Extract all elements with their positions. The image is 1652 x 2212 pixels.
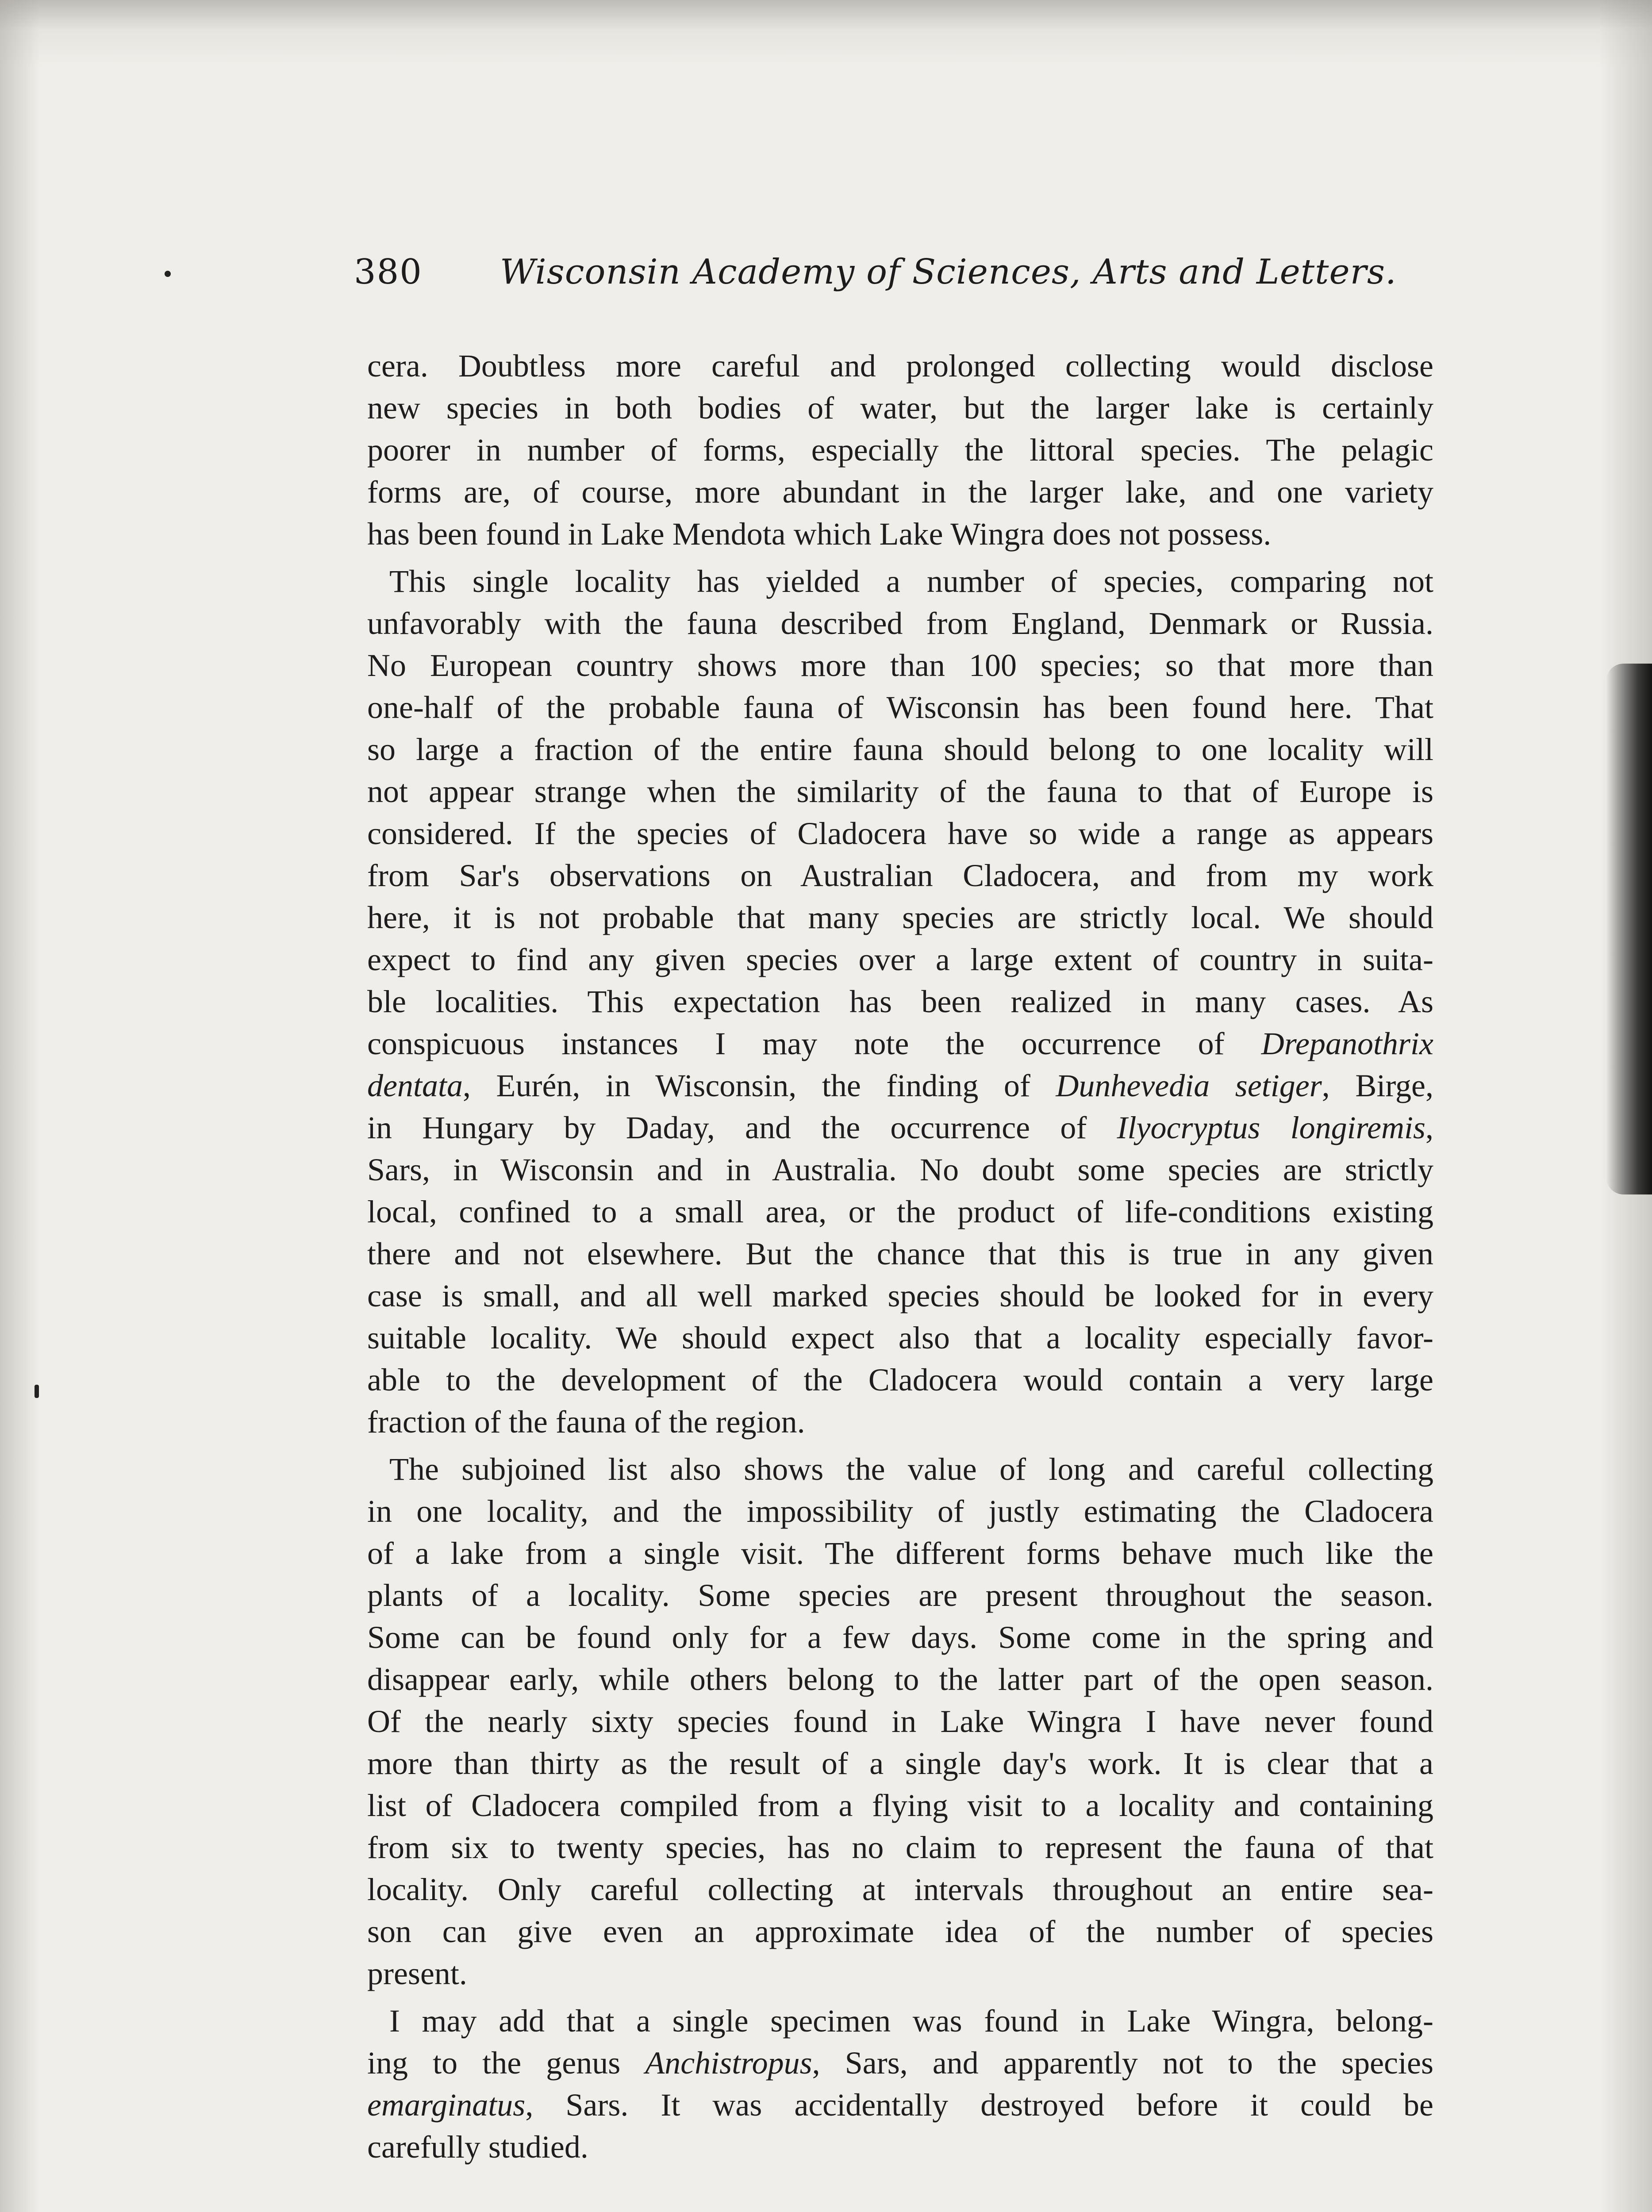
italic-taxon: Anchistropus	[645, 2045, 812, 2081]
text-line: expect to find any given species over a large extent of country in suita-	[367, 942, 1433, 977]
italic-taxon: dentata	[367, 1068, 463, 1103]
text-line: of a lake from a single visit. The different forms behave much like the	[367, 1536, 1433, 1571]
text-line: I may add that a single specimen was found in Lake Wingra, belong-	[389, 2003, 1433, 2039]
text-line: not appear strange when the similarity of the fauna to that of Europe is	[367, 774, 1433, 809]
ink-speck	[165, 271, 171, 277]
text-line	[367, 2042, 1433, 2084]
paragraph-1	[367, 345, 1433, 555]
text-line: fraction of the fauna of the region.	[367, 1404, 805, 1440]
italic-taxon: emarginatus	[367, 2087, 526, 2123]
text-line: unfavorably with the fauna described from England, Denmark or Russia.	[367, 606, 1433, 641]
binding-shadow	[1606, 664, 1652, 1194]
text-segment: , Eurén, in Wisconsin, the finding of	[462, 1068, 1056, 1103]
text-line: able to the development of the Cladocera would contain a very large	[367, 1362, 1433, 1398]
italic-taxon: Dunhevedia setiger	[1056, 1068, 1322, 1103]
text-line: poorer in number of forms, especially the littoral species. The pelagic	[367, 432, 1433, 468]
text-segment: ing to the genus	[367, 2045, 645, 2081]
text-line: local, confined to a small area, or the product of life-conditions existing	[367, 1194, 1433, 1229]
page-edge-shading-top	[0, 0, 1652, 66]
text-line: Sars, in Wisconsin and in Australia. No doubt some species are strictly	[367, 1152, 1433, 1187]
body-text	[367, 345, 1433, 2174]
text-line: carefully studied.	[367, 2129, 588, 2165]
text-line: more than thirty as the result of a single day's work. It is clear that a	[367, 1746, 1433, 1781]
ink-speck	[35, 1385, 39, 1398]
page-number: 380	[354, 252, 423, 292]
text-segment: , Sars, and apparently not to the species	[812, 2045, 1433, 2081]
paragraph-2	[367, 561, 1433, 1443]
text-line: here, it is not probable that many species are strictly local. We should	[367, 900, 1433, 935]
text-line: suitable locality. We should expect also that a locality especially favor-	[367, 1320, 1433, 1356]
text-line: from six to twenty species, has no claim to represent the fauna of that	[367, 1830, 1433, 1865]
text-line: one-half of the probable fauna of Wisconsin has been found here. That	[367, 690, 1433, 725]
text-line: This single locality has yielded a number of species, comparing not	[389, 564, 1433, 599]
text-segment: in Hungary by Daday, and the occurrence of	[367, 1110, 1117, 1145]
text-line: present.	[367, 1956, 467, 1991]
text-line: plants of a locality. Some species are present throughout the season.	[367, 1578, 1433, 1613]
text-line: No European country shows more than 100 species; so that more than	[367, 648, 1433, 683]
text-line	[367, 1023, 1433, 1065]
text-line: The subjoined list also shows the value of long and careful collecting	[389, 1452, 1433, 1487]
text-segment: , Sars. It was accidentally destroyed before it could be	[525, 2087, 1433, 2123]
text-line: so large a fraction of the entire fauna should belong to one locality will	[367, 732, 1433, 767]
text-line	[367, 1065, 1433, 1107]
text-line: Of the nearly sixty species found in Lake Wingra I have never found	[367, 1704, 1433, 1739]
text-line: Some can be found only for a few days. Some come in the spring and	[367, 1620, 1433, 1655]
running-head	[354, 252, 1425, 305]
text-segment: , Birge,	[1322, 1068, 1433, 1103]
italic-taxon: Ilyocryptus longiremis	[1117, 1110, 1425, 1145]
italic-taxon: Drepanothrix	[1261, 1026, 1433, 1061]
text-line	[367, 2084, 1433, 2126]
text-line: forms are, of course, more abundant in the larger lake, and one variety	[367, 474, 1433, 510]
text-line: cera. Doubtless more careful and prolonged collecting would disclose	[367, 348, 1433, 384]
text-line: considered. If the species of Cladocera have so wide a range as appears	[367, 816, 1433, 851]
text-segment: conspicuous instances I may note the occurrence of	[367, 1026, 1261, 1061]
text-line: new species in both bodies of water, but the larger lake is certainly	[367, 390, 1433, 426]
text-line: list of Cladocera compiled from a flying visit to a locality and containing	[367, 1788, 1433, 1823]
text-line: disappear early, while others belong to the latter part of the open season.	[367, 1662, 1433, 1697]
text-line: locality. Only careful collecting at intervals throughout an entire sea-	[367, 1872, 1433, 1907]
journal-title: Wisconsin Academy of Sciences, Arts and Letters.	[500, 252, 1397, 292]
page-edge-shading-left	[0, 0, 40, 2212]
paragraph-4	[367, 2000, 1433, 2168]
text-line: case is small, and all well marked species should be looked for in every	[367, 1278, 1433, 1313]
text-line: from Sar's observations on Australian Cladocera, and from my work	[367, 858, 1433, 893]
text-line: ble localities. This expectation has been realized in many cases. As	[367, 984, 1433, 1019]
text-line: has been found in Lake Mendota which Lake Wingra does not possess.	[367, 516, 1272, 552]
text-line: son can give even an approximate idea of the number of species	[367, 1914, 1433, 1949]
text-line: in one locality, and the impossibility of justly estimating the Cladocera	[367, 1494, 1433, 1529]
paragraph-3	[367, 1448, 1433, 1995]
text-line	[367, 1107, 1433, 1149]
text-segment: ,	[1425, 1110, 1433, 1145]
text-line: there and not elsewhere. But the chance that this is true in any given	[367, 1236, 1433, 1271]
